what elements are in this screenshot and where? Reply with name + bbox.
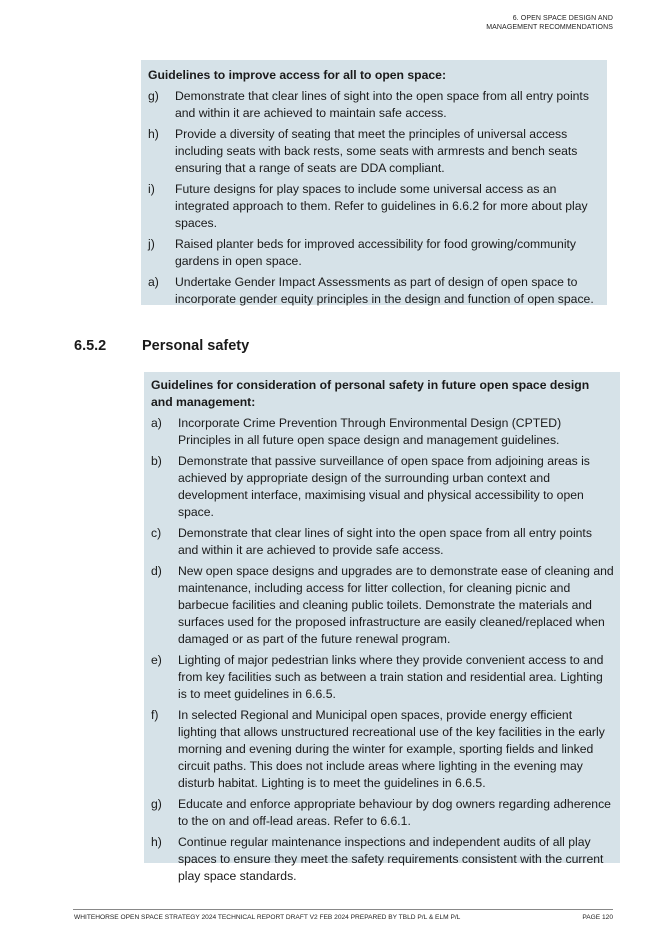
footer-divider [73, 909, 613, 910]
list-item-text: Incorporate Crime Prevention Through Environmental Design (CPTED) Principles in all future open space design and management guidelines. [178, 416, 562, 447]
running-header [486, 15, 613, 32]
access-guidelines-title: Guidelines to improve access for all to open space: [148, 68, 447, 82]
section-number: 6.5.2 [74, 338, 107, 354]
list-item-label: a) [151, 416, 162, 430]
page-number: PAGE 120 [582, 914, 613, 921]
list-item [148, 126, 601, 177]
list-item-text: Educate and enforce appropriate behaviour by dog owners regarding adherence to the on and off-lead areas. Refer to 6.6.1. [178, 797, 611, 828]
list-item [148, 274, 601, 308]
list-item-text: Future designs for play spaces to include some universal access as an integrated approach to them. Refer to guidelines in 6.6.2 for more about play spaces. [175, 182, 588, 230]
list-item [151, 453, 614, 521]
list-item-text: Demonstrate that clear lines of sight into the open space from all entry points and within it are achieved to provide safe access. [178, 526, 592, 557]
list-item-label: i) [148, 182, 155, 196]
list-item-text: Lighting of major pedestrian links where they provide convenient access to and from key facilities such as between a train station and residential area. Lighting is to meet guidelines in 6.6.5. [178, 653, 604, 701]
section-heading [74, 338, 249, 354]
list-item [148, 88, 601, 122]
safety-guidelines-title: Guidelines for consideration of personal safety in future open space design and management: [151, 378, 590, 409]
list-item [151, 563, 614, 648]
footer-document-info: WHITEHORSE OPEN SPACE STRATEGY 2024 TECHNICAL REPORT DRAFT V2 FEB 2024 PREPARED BY TBLD P/L & ELM P/L [74, 914, 461, 921]
list-item-text: Continue regular maintenance inspections and independent audits of all play spaces to ensure they meet the safety requirements consistent with the current play space standards. [178, 835, 604, 883]
list-item-text: Undertake Gender Impact Assessments as part of design of open space to incorporate gender equity principles in the design and function of open space. [175, 275, 594, 306]
access-guidelines-box [141, 60, 607, 305]
list-item-label: j) [148, 237, 155, 251]
list-item [151, 415, 614, 449]
list-item [148, 236, 601, 270]
list-item [148, 181, 601, 232]
list-item-text: Raised planter beds for improved accessibility for food growing/community gardens in open space. [175, 237, 577, 268]
list-item-label: f) [151, 708, 159, 722]
list-item [151, 652, 614, 703]
list-item-label: b) [151, 454, 162, 468]
safety-guidelines-box [144, 372, 620, 883]
list-item-label: c) [151, 526, 162, 540]
list-item-label: d) [151, 564, 162, 578]
running-header-line-2: MANAGEMENT RECOMMENDATIONS [486, 23, 613, 31]
list-item-text: Demonstrate that passive surveillance of open space from adjoining areas is achieved by appropriate design of the surrounding urban context and development interface, maximising visual and physical accessibility to open space. [178, 454, 590, 519]
list-item-text: Demonstrate that clear lines of sight into the open space from all entry points and within it are achieved to maintain safe access. [175, 89, 589, 120]
list-item [151, 796, 614, 830]
list-item-label: h) [151, 835, 162, 849]
list-item [151, 834, 614, 885]
list-item-label: e) [151, 653, 162, 667]
list-item [151, 707, 614, 792]
list-item-text: New open space designs and upgrades are to demonstrate ease of cleaning and maintenance, including access for litter collection, for cleaning picnic and barbecue facilities and cleaning public toilets. Demonstrate the materials and surfaces used for the proposed infrastructure are easily cleaned/replaced when damaged or as part of the future renewal program. [178, 564, 614, 646]
section-title: Personal safety [142, 338, 250, 354]
running-header-line-1: 6. OPEN SPACE DESIGN AND [512, 15, 613, 22]
list-item-text: Provide a diversity of seating that meet the principles of universal access including seats with back rests, some seats with armrests and bench seats ensuring that a range of seats are DDA compliant. [175, 127, 578, 175]
list-item-label: g) [151, 797, 162, 811]
list-item-label: a) [148, 275, 159, 289]
list-item-label: g) [148, 89, 159, 103]
list-item [151, 525, 614, 559]
list-item-text: In selected Regional and Municipal open spaces, provide energy efficient lighting that allows unstructured recreational use of the key facilities in the early morning and evening during the winter for example, sporting fields and linked circuit paths. This does not include areas where lighting in the evening may disturb habitat. Lighting is to meet the guidelines in 6.6.5. [178, 708, 605, 790]
list-item-label: h) [148, 127, 159, 141]
